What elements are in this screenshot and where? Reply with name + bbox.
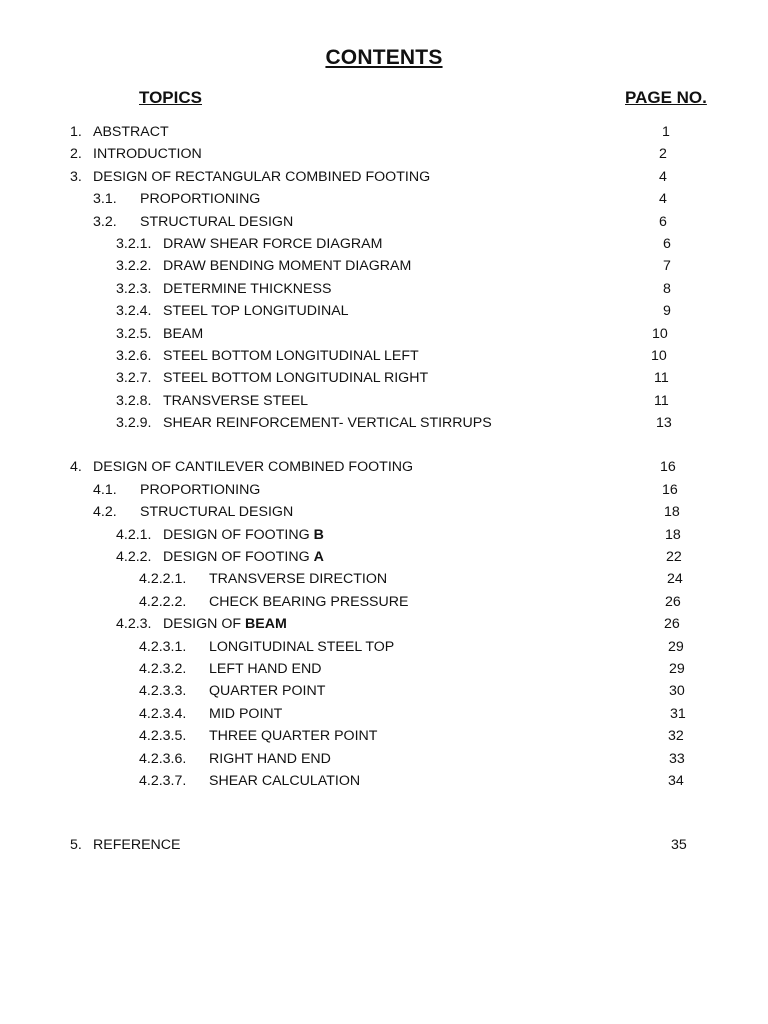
toc-entry-label-text: LEFT HAND END bbox=[209, 660, 322, 677]
toc-entry bbox=[0, 143, 768, 165]
toc-entry bbox=[0, 412, 768, 434]
toc-entry-label bbox=[163, 323, 203, 345]
toc-entry-number: 1. bbox=[70, 124, 82, 140]
page-title: CONTENTS bbox=[325, 46, 443, 69]
toc-entry-label bbox=[209, 568, 387, 590]
toc-entry-label bbox=[140, 501, 293, 523]
toc-entry-number: 4.1. bbox=[93, 481, 117, 498]
toc-entry-label bbox=[140, 211, 293, 233]
toc-entry bbox=[0, 479, 768, 501]
toc-entry-number: 3.2. bbox=[93, 213, 117, 230]
topics-header: TOPICS bbox=[139, 88, 202, 107]
toc-entry-number: 3.2.2. bbox=[116, 258, 152, 275]
toc-entry-label bbox=[163, 278, 331, 300]
toc-entry-label bbox=[93, 143, 202, 165]
toc-entry-label bbox=[163, 412, 492, 434]
toc-entry-page: 6 bbox=[659, 213, 667, 230]
toc-entry-label-text: STRUCTURAL DESIGN bbox=[140, 504, 294, 521]
toc-entry-label bbox=[209, 770, 360, 792]
toc-entry-page: 7 bbox=[663, 258, 671, 275]
toc-entry-page: 18 bbox=[664, 504, 680, 521]
toc-entry-page: 26 bbox=[664, 616, 680, 633]
toc-entry-label bbox=[209, 591, 408, 613]
toc-entry-label bbox=[93, 121, 169, 143]
toc-entry bbox=[0, 636, 768, 658]
toc-entry bbox=[0, 390, 768, 412]
toc-entry-number: 3.2.5. bbox=[116, 325, 152, 342]
toc-entry-number: 4.2.2. bbox=[116, 549, 152, 566]
toc-entry-page: 22 bbox=[666, 549, 682, 566]
page-no-header: PAGE NO. bbox=[625, 88, 707, 107]
toc-entry-number: 4.2.3.6. bbox=[139, 750, 187, 767]
toc-entry-label-bold: A bbox=[313, 549, 324, 566]
toc-entry-page: 32 bbox=[668, 728, 684, 745]
toc-entry-page: 34 bbox=[668, 772, 684, 789]
toc-entry-page: 16 bbox=[660, 459, 676, 476]
toc-entry-label-bold: BEAM bbox=[244, 616, 287, 633]
toc-entry-label bbox=[163, 255, 411, 277]
toc-entry-label-text: ABSTRACT bbox=[93, 124, 169, 140]
toc-entry-label-text: MID POINT bbox=[209, 705, 283, 722]
toc-entry bbox=[0, 367, 768, 389]
toc-entry-label bbox=[209, 725, 377, 747]
toc-entry bbox=[0, 725, 768, 747]
toc-entry-number: 5. bbox=[70, 837, 82, 854]
toc-entry bbox=[0, 680, 768, 702]
toc-entry-label-bold: B bbox=[313, 526, 324, 543]
toc-entry-label-text: SHEAR REINFORCEMENT- VERTICAL STIRRUPS bbox=[163, 415, 492, 432]
toc-entry-page: 11 bbox=[654, 392, 669, 409]
toc-entry-number: 4.2.1. bbox=[116, 526, 152, 543]
toc-entry-label-text: STEEL BOTTOM LONGITUDINAL RIGHT bbox=[163, 370, 429, 387]
toc-entry-page: 4 bbox=[659, 191, 667, 208]
toc-entry-number: 4.2.3. bbox=[116, 616, 152, 633]
toc-entry-number: 3.1. bbox=[93, 191, 117, 208]
toc-entry-label bbox=[163, 546, 324, 568]
toc-entry-label-text: SHEAR CALCULATION bbox=[209, 772, 361, 789]
toc-entry-number: 4.2.3.2. bbox=[139, 660, 187, 677]
toc-entry bbox=[0, 278, 768, 300]
toc-entry bbox=[0, 748, 768, 770]
toc-entry bbox=[0, 456, 768, 478]
toc-entry-label bbox=[209, 658, 321, 680]
toc-entry-number: 4. bbox=[70, 459, 82, 476]
toc-entry-page: 10 bbox=[651, 347, 667, 364]
toc-entry-page: 29 bbox=[669, 660, 685, 677]
toc-entry bbox=[0, 770, 768, 792]
toc-entry-label bbox=[140, 188, 260, 210]
toc-entry-number: 4.2.3.7. bbox=[139, 772, 187, 789]
toc-entry-number: 4.2.2.1. bbox=[139, 571, 187, 588]
toc-entry-label bbox=[163, 233, 382, 255]
toc-entry-page: 11 bbox=[654, 370, 669, 387]
toc-entry-number: 4.2.3.5. bbox=[139, 728, 187, 745]
toc-entry bbox=[0, 188, 768, 210]
toc-entry-label-text: DESIGN OF FOOTING bbox=[163, 526, 314, 543]
toc-entry-page: 6 bbox=[663, 235, 671, 252]
toc-entry-label-text: STRUCTURAL DESIGN bbox=[140, 213, 294, 230]
toc-entry-number: 2. bbox=[70, 146, 82, 163]
toc-entry-label bbox=[163, 367, 428, 389]
toc-entry-label bbox=[209, 703, 282, 725]
toc-entry-page: 31 bbox=[670, 705, 686, 722]
toc-entry bbox=[0, 255, 768, 277]
toc-entry-label-text: STEEL BOTTOM LONGITUDINAL LEFT bbox=[163, 347, 419, 364]
toc-entry-number: 3.2.4. bbox=[116, 303, 152, 320]
toc-entry-number: 4.2.2.2. bbox=[139, 593, 187, 610]
toc-entry-number: 3.2.6. bbox=[116, 347, 152, 364]
toc-entry-label-text: DETERMINE THICKNESS bbox=[163, 280, 332, 297]
toc-entry-label bbox=[163, 613, 287, 635]
toc-entry bbox=[0, 323, 768, 345]
toc-entry-label-text: REFERENCE bbox=[93, 837, 181, 854]
toc-entry bbox=[0, 703, 768, 725]
toc-entry bbox=[0, 345, 768, 367]
toc-entry-number: 3.2.1. bbox=[116, 235, 152, 252]
toc-entry-label bbox=[209, 636, 394, 658]
toc-entry bbox=[0, 834, 768, 856]
toc-entry bbox=[0, 658, 768, 680]
toc-entry-label-text: DESIGN OF FOOTING bbox=[163, 549, 314, 566]
toc-entry-number: 4.2.3.1. bbox=[139, 638, 187, 655]
toc-entry bbox=[0, 211, 768, 233]
toc-entry-label bbox=[163, 345, 419, 367]
toc-entry-label bbox=[209, 748, 331, 770]
toc-entry-label bbox=[163, 300, 349, 322]
toc-entry-number: 3.2.9. bbox=[116, 415, 152, 432]
toc-entry bbox=[0, 546, 768, 568]
toc-entry-page: 10 bbox=[652, 325, 668, 342]
toc-entry-number: 4.2.3.3. bbox=[139, 683, 187, 700]
toc-entry-label-text: PROPORTIONING bbox=[140, 481, 261, 498]
toc-entry-label-text: TRANSVERSE DIRECTION bbox=[209, 571, 388, 588]
toc-entry-label-text: DESIGN OF RECTANGULAR COMBINED FOOTING bbox=[93, 168, 431, 185]
toc-entry-label-text: PROPORTIONING bbox=[140, 191, 261, 208]
toc-entry-page: 29 bbox=[668, 638, 684, 655]
toc-entry-label-text: INTRODUCTION bbox=[93, 146, 202, 163]
toc-entry-label-text: DESIGN OF bbox=[163, 616, 245, 633]
toc-entry-page: 26 bbox=[665, 593, 681, 610]
toc-entry-page: 18 bbox=[665, 526, 681, 543]
toc-entry bbox=[0, 121, 768, 143]
toc-entry-page: 8 bbox=[663, 280, 671, 297]
toc-entry bbox=[0, 501, 768, 523]
toc-entry-page: 9 bbox=[663, 303, 671, 320]
toc-entry-label-text: RIGHT HAND END bbox=[209, 750, 331, 767]
toc-entry-number: 3.2.3. bbox=[116, 280, 152, 297]
toc-entry-label bbox=[140, 479, 260, 501]
toc-entry-label bbox=[93, 166, 430, 188]
toc-entry bbox=[0, 524, 768, 546]
toc-entry-number: 3.2.7. bbox=[116, 370, 152, 387]
toc-entry-page: 13 bbox=[656, 415, 672, 432]
toc-entry-page: 1 bbox=[662, 124, 670, 140]
toc-entry bbox=[0, 233, 768, 255]
toc-entry-label-text: BEAM bbox=[163, 325, 204, 342]
toc-entry-label bbox=[163, 390, 308, 412]
toc-entry-number: 4.2. bbox=[93, 504, 117, 521]
toc-entry-label bbox=[163, 524, 324, 546]
toc-entry-page: 33 bbox=[669, 750, 685, 767]
toc-entry bbox=[0, 613, 768, 635]
toc-entry-page: 16 bbox=[662, 481, 678, 498]
toc-entry-label-text: CHECK BEARING PRESSURE bbox=[209, 593, 409, 610]
toc-entry-label-text: THREE QUARTER POINT bbox=[209, 728, 378, 745]
toc-entry-label-text: DRAW SHEAR FORCE DIAGRAM bbox=[163, 235, 383, 252]
toc-entry-number: 3.2.8. bbox=[116, 392, 152, 409]
toc-entry-label bbox=[209, 680, 325, 702]
toc-entry-label bbox=[93, 834, 181, 856]
toc-entry bbox=[0, 300, 768, 322]
toc-entry-label-text: STEEL TOP LONGITUDINAL bbox=[163, 303, 349, 320]
toc-entry-page: 2 bbox=[659, 146, 667, 163]
toc-entry-number: 3. bbox=[70, 168, 82, 185]
toc-entry-label-text: DESIGN OF CANTILEVER COMBINED FOOTING bbox=[93, 459, 414, 476]
table-of-contents bbox=[0, 121, 768, 857]
toc-entry-page: 4 bbox=[659, 168, 667, 185]
toc-entry-page: 30 bbox=[669, 683, 685, 700]
toc-entry-page: 24 bbox=[667, 571, 683, 588]
toc-entry bbox=[0, 166, 768, 188]
toc-entry bbox=[0, 568, 768, 590]
toc-entry-number: 4.2.3.4. bbox=[139, 705, 187, 722]
toc-entry-page: 35 bbox=[671, 837, 687, 854]
toc-entry bbox=[0, 591, 768, 613]
toc-entry-label-text: QUARTER POINT bbox=[209, 683, 326, 700]
toc-entry-label-text: TRANSVERSE STEEL bbox=[163, 392, 309, 409]
toc-entry-label-text: DRAW BENDING MOMENT DIAGRAM bbox=[163, 258, 412, 275]
toc-entry-label bbox=[93, 456, 413, 478]
toc-entry-label-text: LONGITUDINAL STEEL TOP bbox=[209, 638, 395, 655]
